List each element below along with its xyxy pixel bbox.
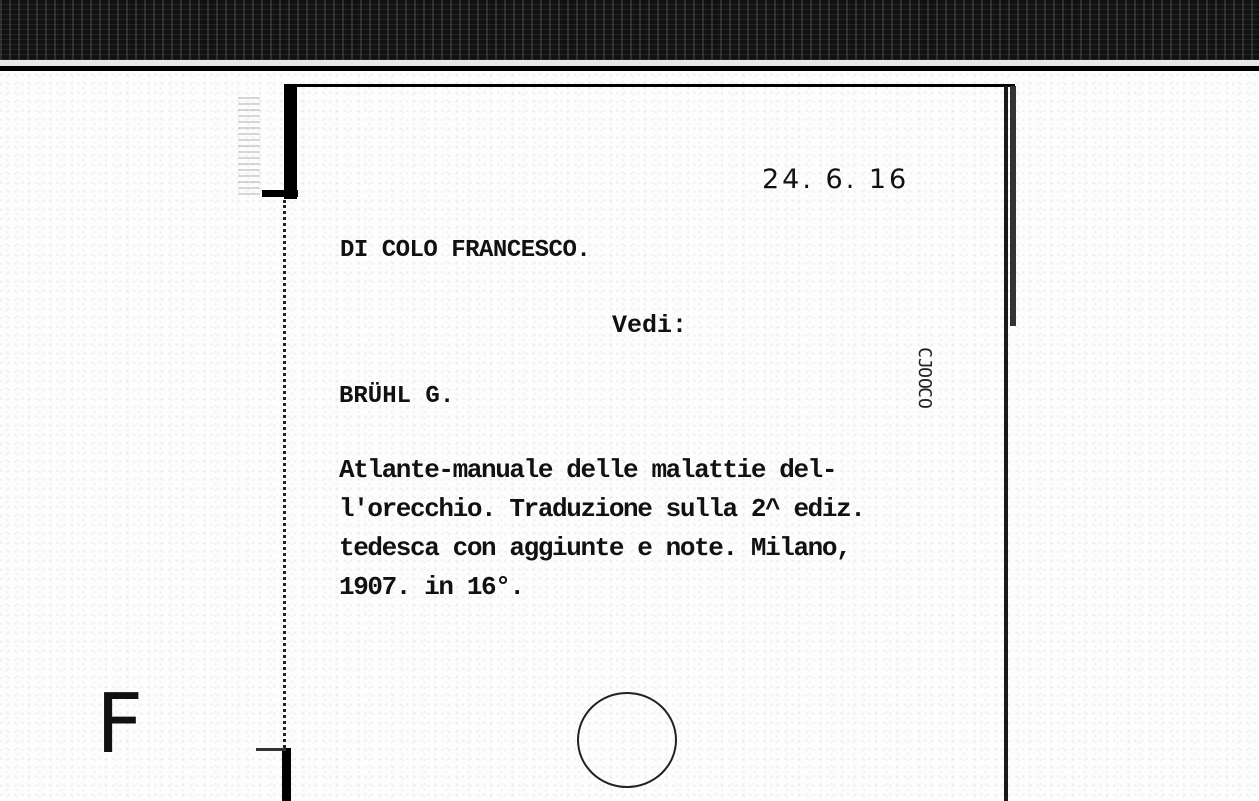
card-right-edge [1004,86,1008,801]
description-line: tedesca con aggiunte e note. Milano, [339,533,851,563]
index-tab-letter: F [96,677,144,772]
see-reference-label: Vedi: [612,311,688,340]
description-line: 1907. in 16°. [339,572,524,602]
card-left-notch [262,190,298,197]
bibliographic-description [339,451,865,607]
card-left-tick [256,748,286,751]
punch-hole-circle [577,692,677,788]
shelf-mark [911,348,937,414]
description-line: l'orecchio. Traduzione sulla 2^ ediz. [339,494,865,524]
card-left-margin-line [283,200,289,760]
scan-top-border [0,0,1259,60]
shelf-mark-part: CJ [914,347,935,369]
index-tab [96,677,166,772]
card-right-stub [1010,86,1016,326]
top-rule [0,66,1259,71]
card-left-bottom-edge [282,748,291,801]
scan-speckle [238,95,260,195]
card-left-edge [284,84,297,199]
description-line: Atlante-manuale delle malattie del- [339,455,837,485]
card-author: DI COLO FRANCESCO. [340,237,591,264]
shelf-mark-part: CO [914,387,935,409]
reference-author: BRÜHL G. [339,383,455,410]
shelf-mark-part: OO [914,367,935,389]
card-date: 24. 6. 16 [762,164,910,195]
card-top-edge [285,84,1015,87]
